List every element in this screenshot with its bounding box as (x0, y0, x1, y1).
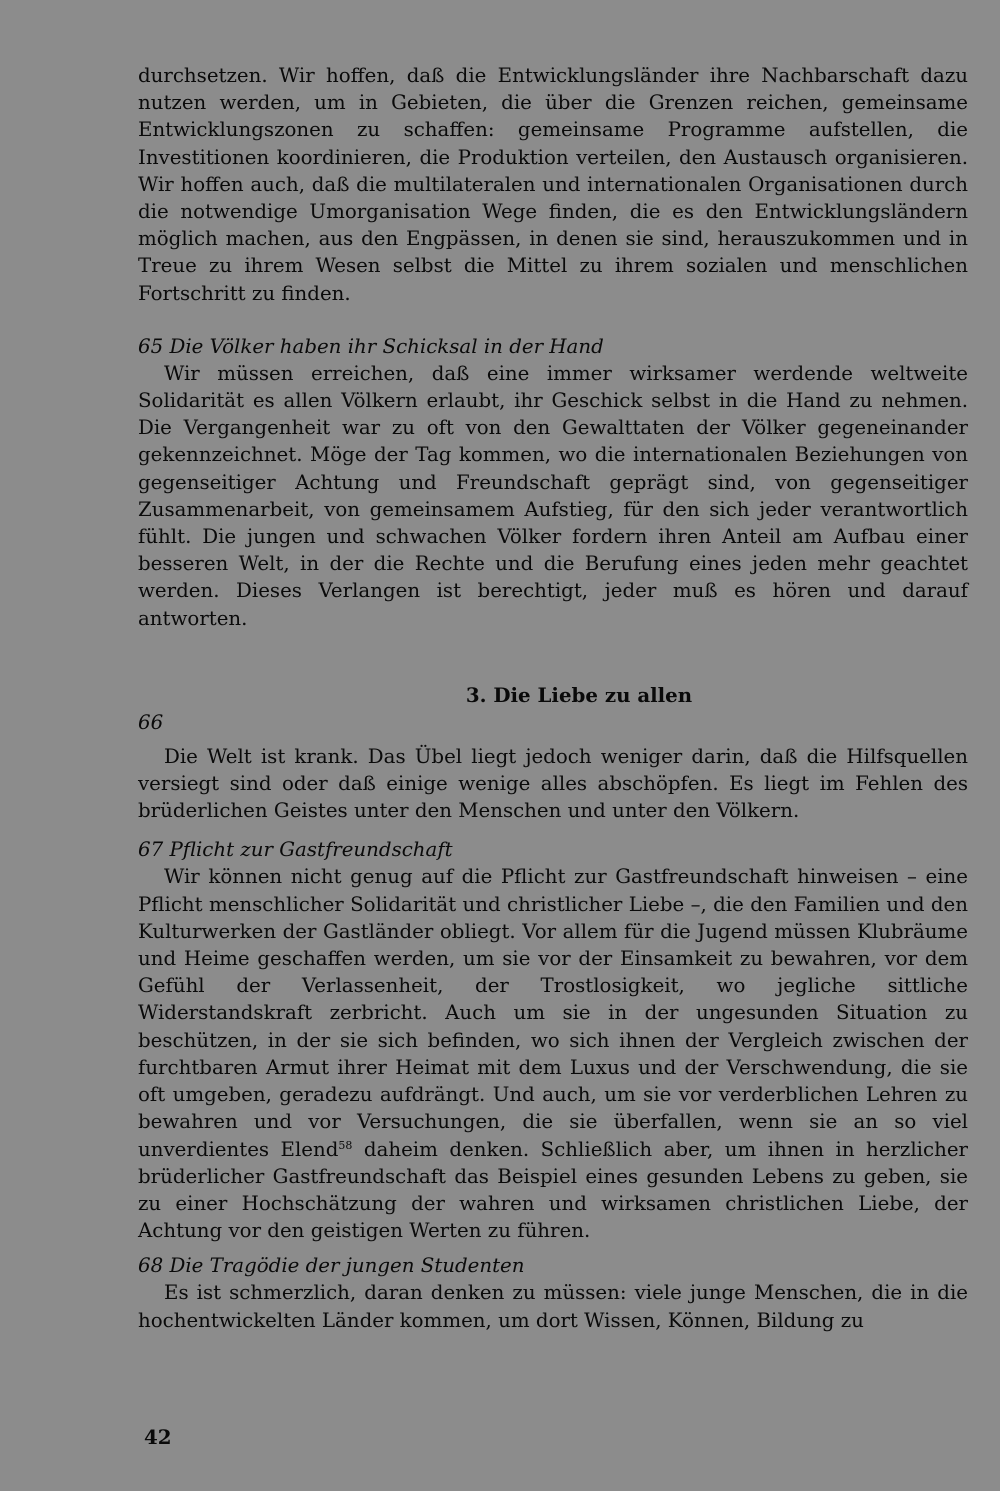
chapter-title: 3. Die Liebe zu allen (465, 682, 693, 707)
paragraph-67 (138, 863, 968, 1244)
section-heading-68: 68 Die Tragödie der jungen Studenten (138, 1254, 525, 1278)
paragraph-64-continuation: durchsetzen. Wir hoffen, daß die Entwicklungsländer ihre Nachbarschaft dazu nutzen werden, um in Gebieten, die über die Grenzen reichen, gemeinsame Entwicklungszonen zu schaffen: gemeinsame Programme aufstellen, die Investitionen koordinieren, die Produktion verteilen, den Austausch organisieren. Wir hoffen auch, daß die multilateralen und internationalen Organisationen durch die notwendige Umorganisation Wege finden, die es den Entwicklungsländern möglich machen, aus den Engpässen, in denen sie sind, herauszukommen und in Treue zu ihrem Wesen selbst die Mittel zu ihrem sozialen und menschlichen Fortschritt zu finden. (138, 64, 968, 305)
paragraph-67-text-b: daheim denken. Schließlich aber, um ihnen in herzlicher brüderlicher Gastfreundschaft das Beispiel eines gesunden Lebens zu geben, sie zu einer Hochschätzung der wahren und wirksamen christlichen Liebe, der Achtung vor den geistigen Werten zu führen. (138, 1137, 968, 1243)
section-heading-65: 65 Die Völker haben ihr Schicksal in der Hand (138, 334, 604, 358)
paragraph-65: Wir müssen erreichen, daß eine immer wirksamer werdende weltweite Solidarität es allen Völkern erlaubt, ihr Geschick selbst in die Hand zu nehmen. Die Vergangenheit war zu oft von den Gewalttaten der Völker gegeneinander gekennzeichnet. Möge der Tag kommen, wo die internationalen Beziehungen von gegenseitiger Achtung und Freundschaft geprägt sind, von gegenseitiger Zusammenarbeit, von gemeinsamem Aufstieg, für den sich jeder verantwortlich fühlt. Die jungen und schwachen Völker fordern ihren Anteil am Aufbau einer besseren Welt, in der die Rechte und die Berufung eines jeden mehr geachtet werden. Dieses Verlangen ist berechtigt, jeder muß es hören und darauf antworten. (138, 361, 968, 630)
paragraph-68: Es ist schmerzlich, daran denken zu müssen: viele junge Menschen, die in die hochentwickelten Länder kommen, um dort Wissen, Können, Bildung zu (138, 1281, 968, 1332)
paragraph-66: Die Welt ist krank. Das Übel liegt jedoch weniger darin, daß die Hilfsquellen versiegt sind oder daß einige wenige alles abschöpfen. Es liegt im Fehlen des brüderlichen Geistes unter den Menschen und unter den Völkern. (138, 744, 968, 823)
paragraph-67-text-a: Wir können nicht genug auf die Pflicht zur Gastfreundschaft hinweisen – eine Pflicht menschlicher Solidarität und christlicher Liebe –, die den Familien und den Kulturwerken der Gastländer obliegt. Vor allem für die Jugend müssen Klubräume und Heime geschaffen werden, um sie vor der Einsamkeit zu bewahren, vor dem Gefühl der Verlassenheit, der Trostlosigkeit, wo jegliche sittliche Widerstandskraft zerbricht. Auch um sie in der ungesunden Situation zu beschützen, in der sie sich befinden, wo sich ihnen der Vergleich zwischen der furchtbaren Armut ihrer Heimat mit dem Luxus und der Verschwendung, die sie oft umgeben, geradezu aufdrängt. Und auch, um sie vor verderblichen Lehren zu bewahren und vor Versuchungen, die sie überfallen, wenn sie an so viel unverdientes Elend (138, 865, 968, 1161)
page-number: 42 (144, 1425, 172, 1449)
section-heading-67: 67 Pflicht zur Gastfreundschaft (138, 838, 453, 862)
footnote-reference: 58 (338, 1138, 353, 1152)
section-number-66: 66 (138, 710, 164, 734)
